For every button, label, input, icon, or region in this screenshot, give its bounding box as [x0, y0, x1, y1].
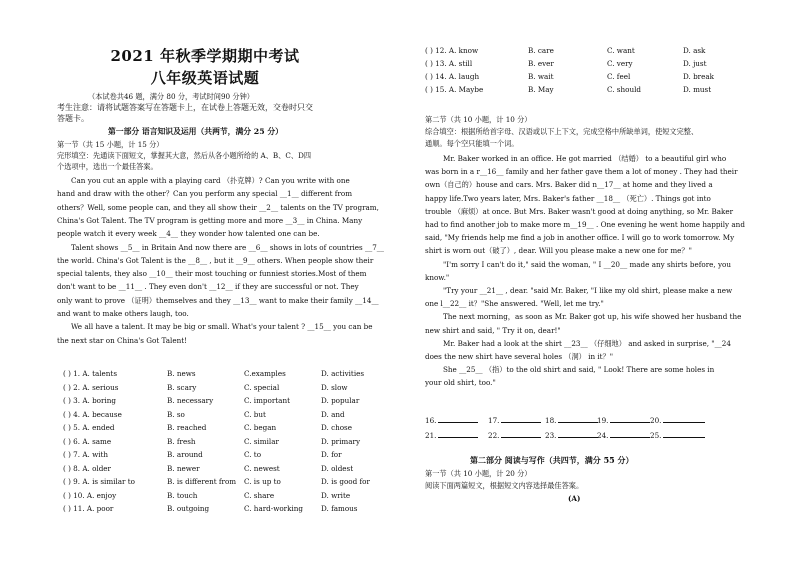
- passage-line: one l__22__ it？"She answered. "Well, let me try.": [425, 299, 604, 309]
- answer-blank-line[interactable]: [438, 429, 478, 438]
- answer-blank-label: 22.: [488, 431, 500, 440]
- passage-line: others？Well, some people can, and they all show their __2__ talents on the TV program,: [57, 202, 379, 212]
- passage-line: special talents, they also __10__ their most touching or funniest stories.Most of them: [57, 269, 367, 279]
- answer-blank[interactable]: [650, 429, 705, 441]
- passage-line: own（自己的）house and cars. Mrs. Baker did n__17__ at home and they lived a: [425, 180, 713, 190]
- passage-line: China's Got Talent. The TV program is getting more and more __3__ in China. Many: [57, 215, 363, 225]
- answer-blank-label: 17.: [488, 416, 500, 425]
- page-title-line2: 八年级英语试题: [150, 69, 260, 87]
- option-row: [63, 395, 403, 406]
- option-d: D. just: [683, 59, 707, 68]
- option-n[interactable]: ( ) 4. A. because: [63, 409, 122, 419]
- answer-blank-label: 25.: [650, 431, 662, 440]
- option-c: C. very: [607, 59, 633, 68]
- option-row: [63, 422, 403, 433]
- passage-line: the next star on China's Got Talent!: [57, 335, 187, 345]
- option-row: [63, 382, 403, 393]
- option-c: C. hard-working: [244, 504, 303, 513]
- answer-blank[interactable]: [488, 429, 541, 441]
- option-c: C. share: [244, 490, 275, 500]
- passage-line: new shirt and said, " Try it on, dear!": [425, 325, 561, 335]
- option-c: C. similar: [244, 436, 279, 446]
- answer-blank-line[interactable]: [610, 414, 650, 423]
- option-b: B. wait: [528, 72, 554, 81]
- option-d: D. primary: [321, 436, 361, 446]
- notice-line2: 答题卡。: [57, 114, 89, 123]
- instruction-line1: 完形填空：先通读下面短文，掌握其大意，然后从各小题所给的 A、B、C、D四: [57, 151, 312, 160]
- option-n[interactable]: ( ) 6. A. same: [63, 436, 112, 446]
- option-c: C. feel: [607, 72, 631, 81]
- option-c: C. should: [607, 85, 641, 94]
- instruction-line2: 个选项中，选出一个最佳答案。: [57, 162, 158, 171]
- option-d: D. famous: [321, 504, 358, 513]
- option-n[interactable]: ( ) 8. A. older: [63, 463, 111, 473]
- option-d: D. must: [683, 85, 712, 94]
- answer-blank[interactable]: [545, 414, 598, 426]
- answer-blank-line[interactable]: [501, 414, 541, 423]
- option-row: [63, 449, 403, 460]
- passage-line: was born in a r__16__ family and her father gave them a lot of money . They had their: [425, 167, 738, 177]
- option-n[interactable]: ( ) 7. A. with: [63, 450, 109, 459]
- option-b: B. newer: [167, 463, 200, 473]
- option-d: D. chose: [321, 423, 352, 432]
- part2-section1-heading: 第一节（共 10 小题，计 20 分）: [425, 469, 532, 478]
- part2-heading: 第二部分 阅读与写作（共四节，满分 55 分）: [470, 455, 634, 465]
- passage-line: know.": [425, 272, 450, 282]
- passage-line: Talent shows __5__ in Britain And now there are __6__ shows in lots of countries __7__: [71, 242, 384, 252]
- option-n[interactable]: ( ) 10. A. enjoy: [63, 490, 117, 500]
- option-d: D. and: [321, 409, 345, 419]
- option-d: D. ask: [683, 46, 706, 55]
- passage-line: We all have a talent. It may be big or small. What's your talent ? __15__ you can be: [71, 322, 373, 332]
- option-c: C. began: [244, 423, 277, 432]
- option-row: [63, 436, 403, 447]
- passage-line: Can you cut an apple with a playing card （扑克牌）? Can you write with one: [71, 176, 350, 185]
- option-c: C.examples: [244, 369, 286, 378]
- option-d: D. oldest: [321, 463, 354, 473]
- option-b: B. so: [167, 409, 185, 419]
- answer-blank[interactable]: [597, 414, 650, 426]
- passage-line: the world. China's Got Talent is the __8__ , but it __9__ others. When people show their: [57, 255, 374, 265]
- passage-label: (A): [568, 494, 581, 503]
- notice-line1: 考生注意：请将试题答案写在答题卡上，在试卷上答题无效，交卷时只交: [57, 103, 313, 112]
- option-row: [425, 58, 765, 69]
- answer-blank[interactable]: [597, 429, 650, 441]
- answer-blank[interactable]: [488, 414, 541, 426]
- section1-heading: 第一节（共 15 小题，计 15 分）: [57, 140, 164, 149]
- option-n[interactable]: ( ) 1. A. talents: [63, 369, 118, 378]
- instruction2-line2: 通顺。每个空只能填一个词。: [425, 139, 519, 148]
- option-b: B. May: [528, 85, 554, 94]
- passage-line: your old shirt, too.": [425, 378, 496, 388]
- option-n[interactable]: ( ) 3. A. boring: [63, 396, 116, 405]
- option-n[interactable]: ( ) 12. A. know: [425, 46, 479, 55]
- option-row: [63, 476, 403, 487]
- option-row: [63, 490, 403, 501]
- answer-blank-line[interactable]: [558, 429, 598, 438]
- passage-line: people watch it every week __4__ they wonder how talented one can be.: [57, 229, 320, 239]
- option-b: B. around: [167, 450, 203, 459]
- option-b: B. news: [167, 369, 196, 378]
- instruction2-line1: 综合填空：根据所给首字母、汉语或以下上下文，完成空格中所缺单词，使短文完整、: [425, 127, 699, 136]
- option-b: B. scary: [167, 382, 197, 392]
- option-c: C. want: [607, 46, 635, 55]
- answer-blank-line[interactable]: [663, 429, 705, 438]
- passage-line: happy life.Two years later, Mrs. Baker's father __18__ （死亡）. Things got into: [425, 193, 711, 203]
- option-c: C. but: [244, 409, 266, 419]
- option-d: D. write: [321, 490, 351, 500]
- option-d: D. activities: [321, 369, 365, 378]
- option-n[interactable]: ( ) 5. A. ended: [63, 423, 115, 432]
- passage-line: don't want to be __11__ . They even don't __12__ if they are successful or not. They: [57, 282, 359, 292]
- passage-line: Mr. Baker worked in an office. He got married （结婚） to a beautiful girl who: [443, 154, 727, 163]
- answer-blank-label: 16.: [425, 416, 437, 425]
- option-d: D. for: [321, 450, 342, 459]
- answer-blank-line[interactable]: [663, 414, 705, 423]
- answer-blank-line[interactable]: [610, 429, 650, 438]
- answer-blank-label: 19.: [597, 416, 609, 425]
- passage-line: does the new shirt have several holes （洞） in it？": [425, 352, 614, 361]
- option-row: [63, 409, 403, 420]
- page-title-line1: 2021 年秋季学期期中考试: [110, 47, 300, 65]
- answer-blank[interactable]: [650, 414, 705, 426]
- option-row: [425, 84, 765, 95]
- option-n[interactable]: ( ) 13. A. still: [425, 59, 473, 68]
- passage-line: and want to make others laugh, too.: [57, 309, 189, 318]
- answer-blank-label: 24.: [597, 431, 609, 440]
- option-b: B. fresh: [167, 436, 196, 446]
- passage-line: had to find another job to make more m__19__ . One evening he went home happily and: [425, 220, 745, 229]
- option-d: D. is good for: [321, 477, 370, 486]
- part1-heading: 第一部分 语言知识及运用（共两节，满分 25 分）: [108, 127, 283, 136]
- passage-line: The next morning，as soon as Mr. Baker got up, his wife showed her husband the: [443, 312, 742, 322]
- option-c: C. important: [244, 396, 290, 405]
- passage-line: She __25__ （指）to the old shirt and said, " Look! There are some holes in: [443, 365, 715, 375]
- answer-blank-label: 23.: [545, 431, 557, 440]
- option-n[interactable]: ( ) 14. A. laugh: [425, 72, 480, 81]
- option-row: [63, 463, 403, 474]
- exam-meta: （本试卷共46 题，满分 80 分，考试时间90 分钟）: [88, 92, 254, 101]
- passage-line: said, "My friends help me find a job in another office. I will go to work tomorrow. My: [425, 233, 735, 243]
- passage-line: only want to prove （证明）themselves and they __13__ want to make their family __14__: [57, 295, 379, 305]
- answer-blank-line[interactable]: [558, 414, 598, 423]
- passage-line: hand and draw with the other？Can you perform any special __1__ different from: [57, 189, 353, 199]
- passage-line: shirt is worn out（破了）, dear. Will you please make a new one for me？": [425, 246, 692, 256]
- answer-blank-line[interactable]: [438, 414, 478, 423]
- answer-blank-label: 20.: [650, 416, 662, 425]
- passage-line: Mr. Baker had a look at the shirt __23__ （仔细地） and asked in surprise, "__24: [443, 338, 731, 348]
- answer-blank-line[interactable]: [501, 429, 541, 438]
- option-b: B. care: [528, 46, 554, 55]
- option-row: [425, 71, 765, 82]
- option-c: C. to: [244, 450, 262, 459]
- option-b: B. is different from: [167, 477, 237, 486]
- answer-blank[interactable]: [425, 414, 478, 426]
- option-b: B. necessary: [167, 396, 214, 405]
- option-row: [63, 368, 403, 379]
- option-c: C. is up to: [244, 477, 281, 486]
- option-n[interactable]: ( ) 15. A. Maybe: [425, 85, 484, 94]
- option-row: [63, 503, 403, 514]
- option-b: B. outgoing: [167, 504, 210, 513]
- passage-line: "I'm sorry I can't do it," said the woman, " I __20__ made any shirts before, you: [443, 259, 731, 269]
- answer-blank[interactable]: [545, 429, 598, 441]
- option-b: B. touch: [167, 490, 198, 500]
- passage-line: trouble （麻烦）at once. But Mrs. Baker wasn't good at doing anything, so Mr. Baker: [425, 206, 734, 216]
- option-d: D. popular: [321, 396, 360, 405]
- answer-blank-label: 21.: [425, 431, 437, 440]
- answer-blank[interactable]: [425, 429, 478, 441]
- option-n[interactable]: ( ) 9. A. is similar to: [63, 477, 135, 486]
- passage-line: "Try your __21__ , dear. "said Mr. Baker, "I like my old shirt, please make a new: [443, 286, 733, 295]
- option-d: D. break: [683, 72, 715, 81]
- option-b: B. ever: [528, 59, 554, 68]
- option-c: C. special: [244, 382, 280, 392]
- answer-blank-label: 18.: [545, 416, 557, 425]
- option-n[interactable]: ( ) 11. A. poor: [63, 504, 114, 513]
- option-d: D. slow: [321, 382, 348, 392]
- option-c: C. newest: [244, 463, 280, 473]
- part2-instruction: 阅读下面两篇短文，根据短文内容选择最佳答案。: [425, 481, 584, 490]
- option-n[interactable]: ( ) 2. A. serious: [63, 382, 119, 392]
- option-b: B. reached: [167, 423, 207, 432]
- option-row: [425, 45, 765, 56]
- section2-heading: 第二节（共 10 小题，计 10 分）: [425, 115, 532, 124]
